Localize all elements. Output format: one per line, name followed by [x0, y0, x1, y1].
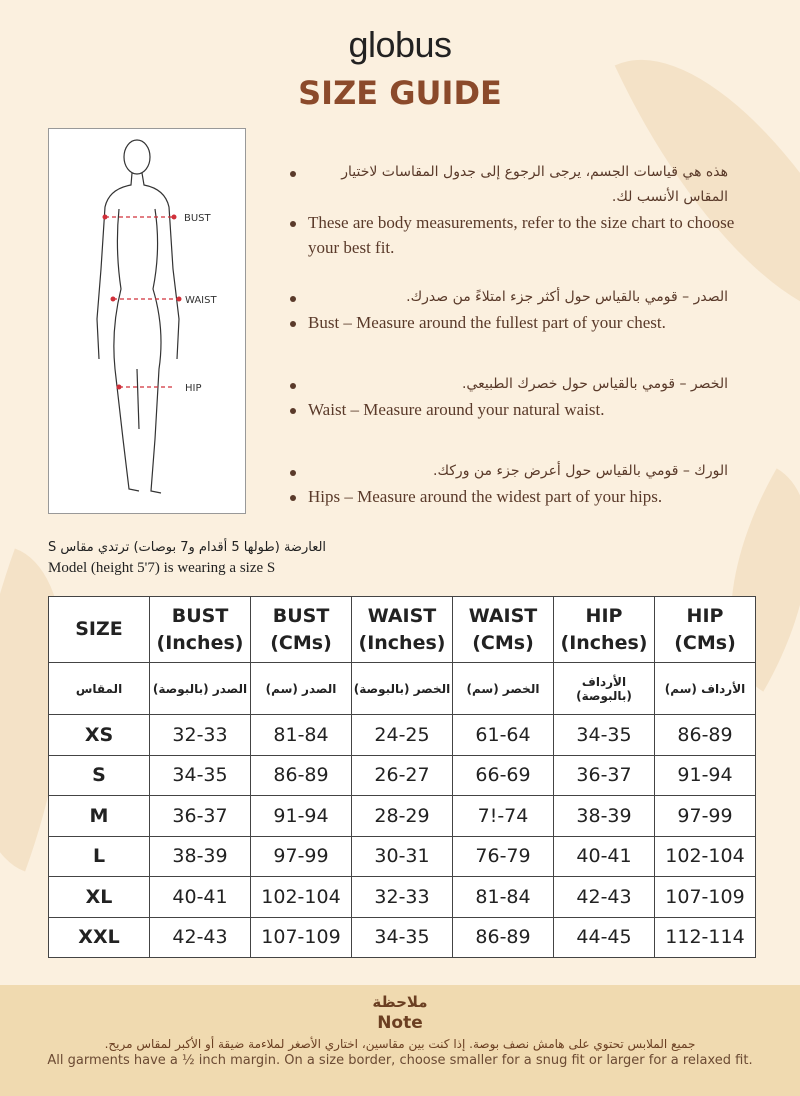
measurement-cell: 112-114	[655, 917, 756, 958]
measurement-cell: 34-35	[352, 917, 453, 958]
measurement-cell: 107-109	[251, 917, 352, 958]
note-text-en: All garments have a ½ inch margin. On a size border, choose smaller for a snug fit or larger for a relaxed fit.	[47, 1053, 753, 1068]
measurement-cell: 30-31	[352, 836, 453, 877]
bullet-intro-ar: هذه هي قياسات الجسم، يرجى الرجوع إلى جدول المقاسات لاختيار المقاس الأنسب لك.	[288, 160, 728, 210]
table-row	[49, 877, 756, 918]
header-label: BUST	[171, 604, 229, 627]
table-row	[49, 917, 756, 958]
column-header	[554, 597, 655, 663]
header-unit: (Inches)	[358, 631, 446, 654]
measurement-cell: 26-27	[352, 755, 453, 796]
measurement-cell: 86-89	[453, 917, 554, 958]
table-row	[49, 715, 756, 756]
column-header	[352, 597, 453, 663]
measurement-cell: 36-37	[554, 755, 655, 796]
column-header-ar: الخصر (بالبوصة)	[352, 663, 453, 715]
note-title-ar: ملاحظة	[372, 993, 428, 1011]
column-header	[251, 597, 352, 663]
measurement-cell: 38-39	[554, 796, 655, 837]
bust-label: BUST	[184, 213, 211, 224]
size-cell: XXL	[49, 917, 150, 958]
table-row	[49, 796, 756, 837]
measurement-cell: 42-43	[554, 877, 655, 918]
note-section	[0, 985, 800, 1096]
measurement-cell: 102-104	[251, 877, 352, 918]
header-label: HIP	[686, 604, 724, 627]
measurement-cell: 86-89	[251, 755, 352, 796]
header-label: WAIST	[468, 604, 538, 627]
body-measurement-figure	[48, 128, 246, 514]
measurement-cell: 66-69	[453, 755, 554, 796]
table-row	[49, 836, 756, 877]
measurement-cell: 81-84	[251, 715, 352, 756]
measurement-cell: 97-99	[251, 836, 352, 877]
header-label: SIZE	[75, 618, 123, 640]
column-header-ar: الخصر (سم)	[453, 663, 554, 715]
size-cell: M	[49, 796, 150, 837]
measurement-cell: 91-94	[251, 796, 352, 837]
table-row	[49, 755, 756, 796]
measurement-cell: 81-84	[453, 877, 554, 918]
measurement-cell: 32-33	[352, 877, 453, 918]
measurement-cell: 34-35	[150, 755, 251, 796]
measurement-cell: 40-41	[150, 877, 251, 918]
measurement-cell: 38-39	[150, 836, 251, 877]
body-outline-icon	[49, 129, 247, 515]
column-header-ar: الصدر (بالبوصة)	[150, 663, 251, 715]
bullet-waist-ar: الخصر – قومي بالقياس حول خصرك الطبيعي.	[288, 372, 728, 397]
bullet-waist-en: Waist – Measure around your natural waist.	[288, 397, 738, 422]
measurement-cell: 36-37	[150, 796, 251, 837]
measurement-cell: 7!-74	[453, 796, 554, 837]
size-cell: XS	[49, 715, 150, 756]
column-header-ar: الأرداف (سم)	[655, 663, 756, 715]
brand-logo: globus	[348, 24, 452, 65]
measurement-cell: 24-25	[352, 715, 453, 756]
header-label: HIP	[585, 604, 623, 627]
header-unit: (CMs)	[270, 631, 332, 654]
note-title-en: Note	[377, 1013, 423, 1033]
header-label: BUST	[272, 604, 330, 627]
column-header-ar: المقاس	[49, 663, 150, 715]
size-cell: XL	[49, 877, 150, 918]
measurement-cell: 61-64	[453, 715, 554, 756]
bullet-bust-ar: الصدر – قومي بالقياس حول أكثر جزء امتلاءً من صدرك.	[288, 285, 728, 310]
header-unit: (Inches)	[156, 631, 244, 654]
measurement-cell: 86-89	[655, 715, 756, 756]
header-unit: (CMs)	[674, 631, 736, 654]
page-title: SIZE GUIDE	[298, 74, 502, 112]
bullet-intro-en: These are body measurements, refer to the size chart to choose your best fit.	[288, 210, 738, 260]
arabic-header-row	[49, 663, 756, 715]
measurement-cell: 97-99	[655, 796, 756, 837]
bullet-hips-en: Hips – Measure around the widest part of your hips.	[288, 484, 738, 509]
header-unit: (CMs)	[472, 631, 534, 654]
column-header	[150, 597, 251, 663]
bullet-hips-ar: الورك – قومي بالقياس حول أعرض جزء من وركك.	[288, 459, 728, 484]
measurement-cell: 76-79	[453, 836, 554, 877]
column-header-ar: الأرداف (بالبوصة)	[554, 663, 655, 715]
measurement-cell: 32-33	[150, 715, 251, 756]
size-chart-table	[48, 596, 756, 958]
measurement-cell: 42-43	[150, 917, 251, 958]
measurement-cell: 40-41	[554, 836, 655, 877]
measurement-cell: 107-109	[655, 877, 756, 918]
model-info-en: Model (height 5'7) is wearing a size S	[48, 560, 276, 576]
bullet-bust-en: Bust – Measure around the fullest part of your chest.	[288, 310, 738, 335]
measurement-cell: 102-104	[655, 836, 756, 877]
model-info	[48, 537, 326, 579]
header-label: WAIST	[367, 604, 437, 627]
measurement-cell: 91-94	[655, 755, 756, 796]
measurement-instructions	[288, 160, 738, 509]
column-header	[655, 597, 756, 663]
size-cell: L	[49, 836, 150, 877]
measurement-cell: 34-35	[554, 715, 655, 756]
size-cell: S	[49, 755, 150, 796]
column-header-ar: الصدر (سم)	[251, 663, 352, 715]
hip-label: HIP	[185, 383, 202, 394]
measurement-cell: 28-29	[352, 796, 453, 837]
header-unit: (Inches)	[560, 631, 648, 654]
note-text-ar: جميع الملابس تحتوي على هامش نصف بوصة. إذا كنت بين مقاسين، اختاري الأصغر لملاءمة ضيقة أو الأكبر لمقاس مريح.	[104, 1037, 696, 1051]
header-row	[49, 597, 756, 663]
measurement-cell: 44-45	[554, 917, 655, 958]
waist-label: WAIST	[185, 295, 217, 306]
model-info-ar: العارضة (طولها 5 أقدام و7 بوصات) ترتدي مقاس S	[48, 540, 327, 555]
column-header	[49, 597, 150, 663]
column-header	[453, 597, 554, 663]
